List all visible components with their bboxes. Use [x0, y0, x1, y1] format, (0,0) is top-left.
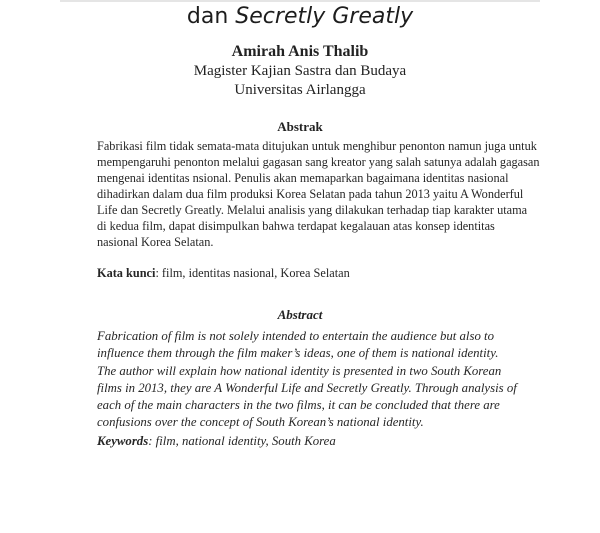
abstrak-keywords-text: : film, identitas nasional, Korea Selatan: [155, 266, 350, 280]
abstract-keywords-text: : film, national identity, South Korea: [148, 434, 336, 448]
author-block: [0, 42, 600, 100]
abstract-line: influence them through the film maker’s ideas, one of them is national identity.: [97, 346, 499, 361]
author-name: Amirah Anis Thalib: [231, 43, 369, 60]
abstrak-line: nasional Korea Selatan.: [97, 235, 214, 249]
abstract-line: The author will explain how national identity is presented in two South Korean: [97, 363, 502, 378]
abstract-line: each of the main characters in the two films, it can be concluded that there are: [97, 398, 500, 413]
author-program: Magister Kajian Sastra dan Budaya: [193, 63, 407, 79]
abstrak-line: Life dan Secretly Greatly. Melalui analisis yang dilakukan terhadap tiap karakter utama: [97, 203, 528, 217]
abstrak-heading: Abstrak: [277, 119, 323, 134]
abstract-keywords-label: Keywords: [97, 434, 149, 448]
title-prefix: dan: [186, 4, 229, 29]
abstrak-line: mengenai identitas nsional. Penulis akan memaparkan bagaimana identitas nasional: [97, 171, 509, 185]
paper-title: [0, 0, 600, 34]
title-italic: Secretly Greatly: [235, 4, 414, 29]
abstrak-line: di kedua film, dapat disimpulkan bahwa terdapat kegalauan atas konsep identitas: [97, 219, 495, 233]
abstract-line: Fabrication of film is not solely intended to entertain the audience but also to: [97, 329, 495, 343]
abstrak-keywords-label: Kata kunci: [97, 266, 156, 280]
abstrak-keywords: [97, 265, 505, 281]
abstrak-body: [97, 138, 540, 250]
abstract-body: [97, 328, 517, 432]
abstract-keywords: [97, 433, 505, 449]
abstrak-line: mempengaruhi penonton melalui gagasan sang kreator yang salah satunya adalah gagasan: [97, 155, 540, 169]
author-university: Universitas Airlangga: [234, 82, 366, 98]
abstract-heading: Abstract: [277, 307, 323, 322]
abstrak-line: dihadirkan dalam dua film produksi Korea Selatan pada tahun 2013 yaitu A Wonderful: [97, 187, 524, 201]
abstrak-line: Fabrikasi film tidak semata-mata ditujukan untuk menghibur penonton namun juga untuk: [97, 139, 537, 153]
abstract-line: films in 2013, they are A Wonderful Life and Secretly Greatly. Through analysis of: [97, 380, 517, 395]
abstract-line: confusions over the concept of South Korean’s national identity.: [97, 415, 424, 430]
